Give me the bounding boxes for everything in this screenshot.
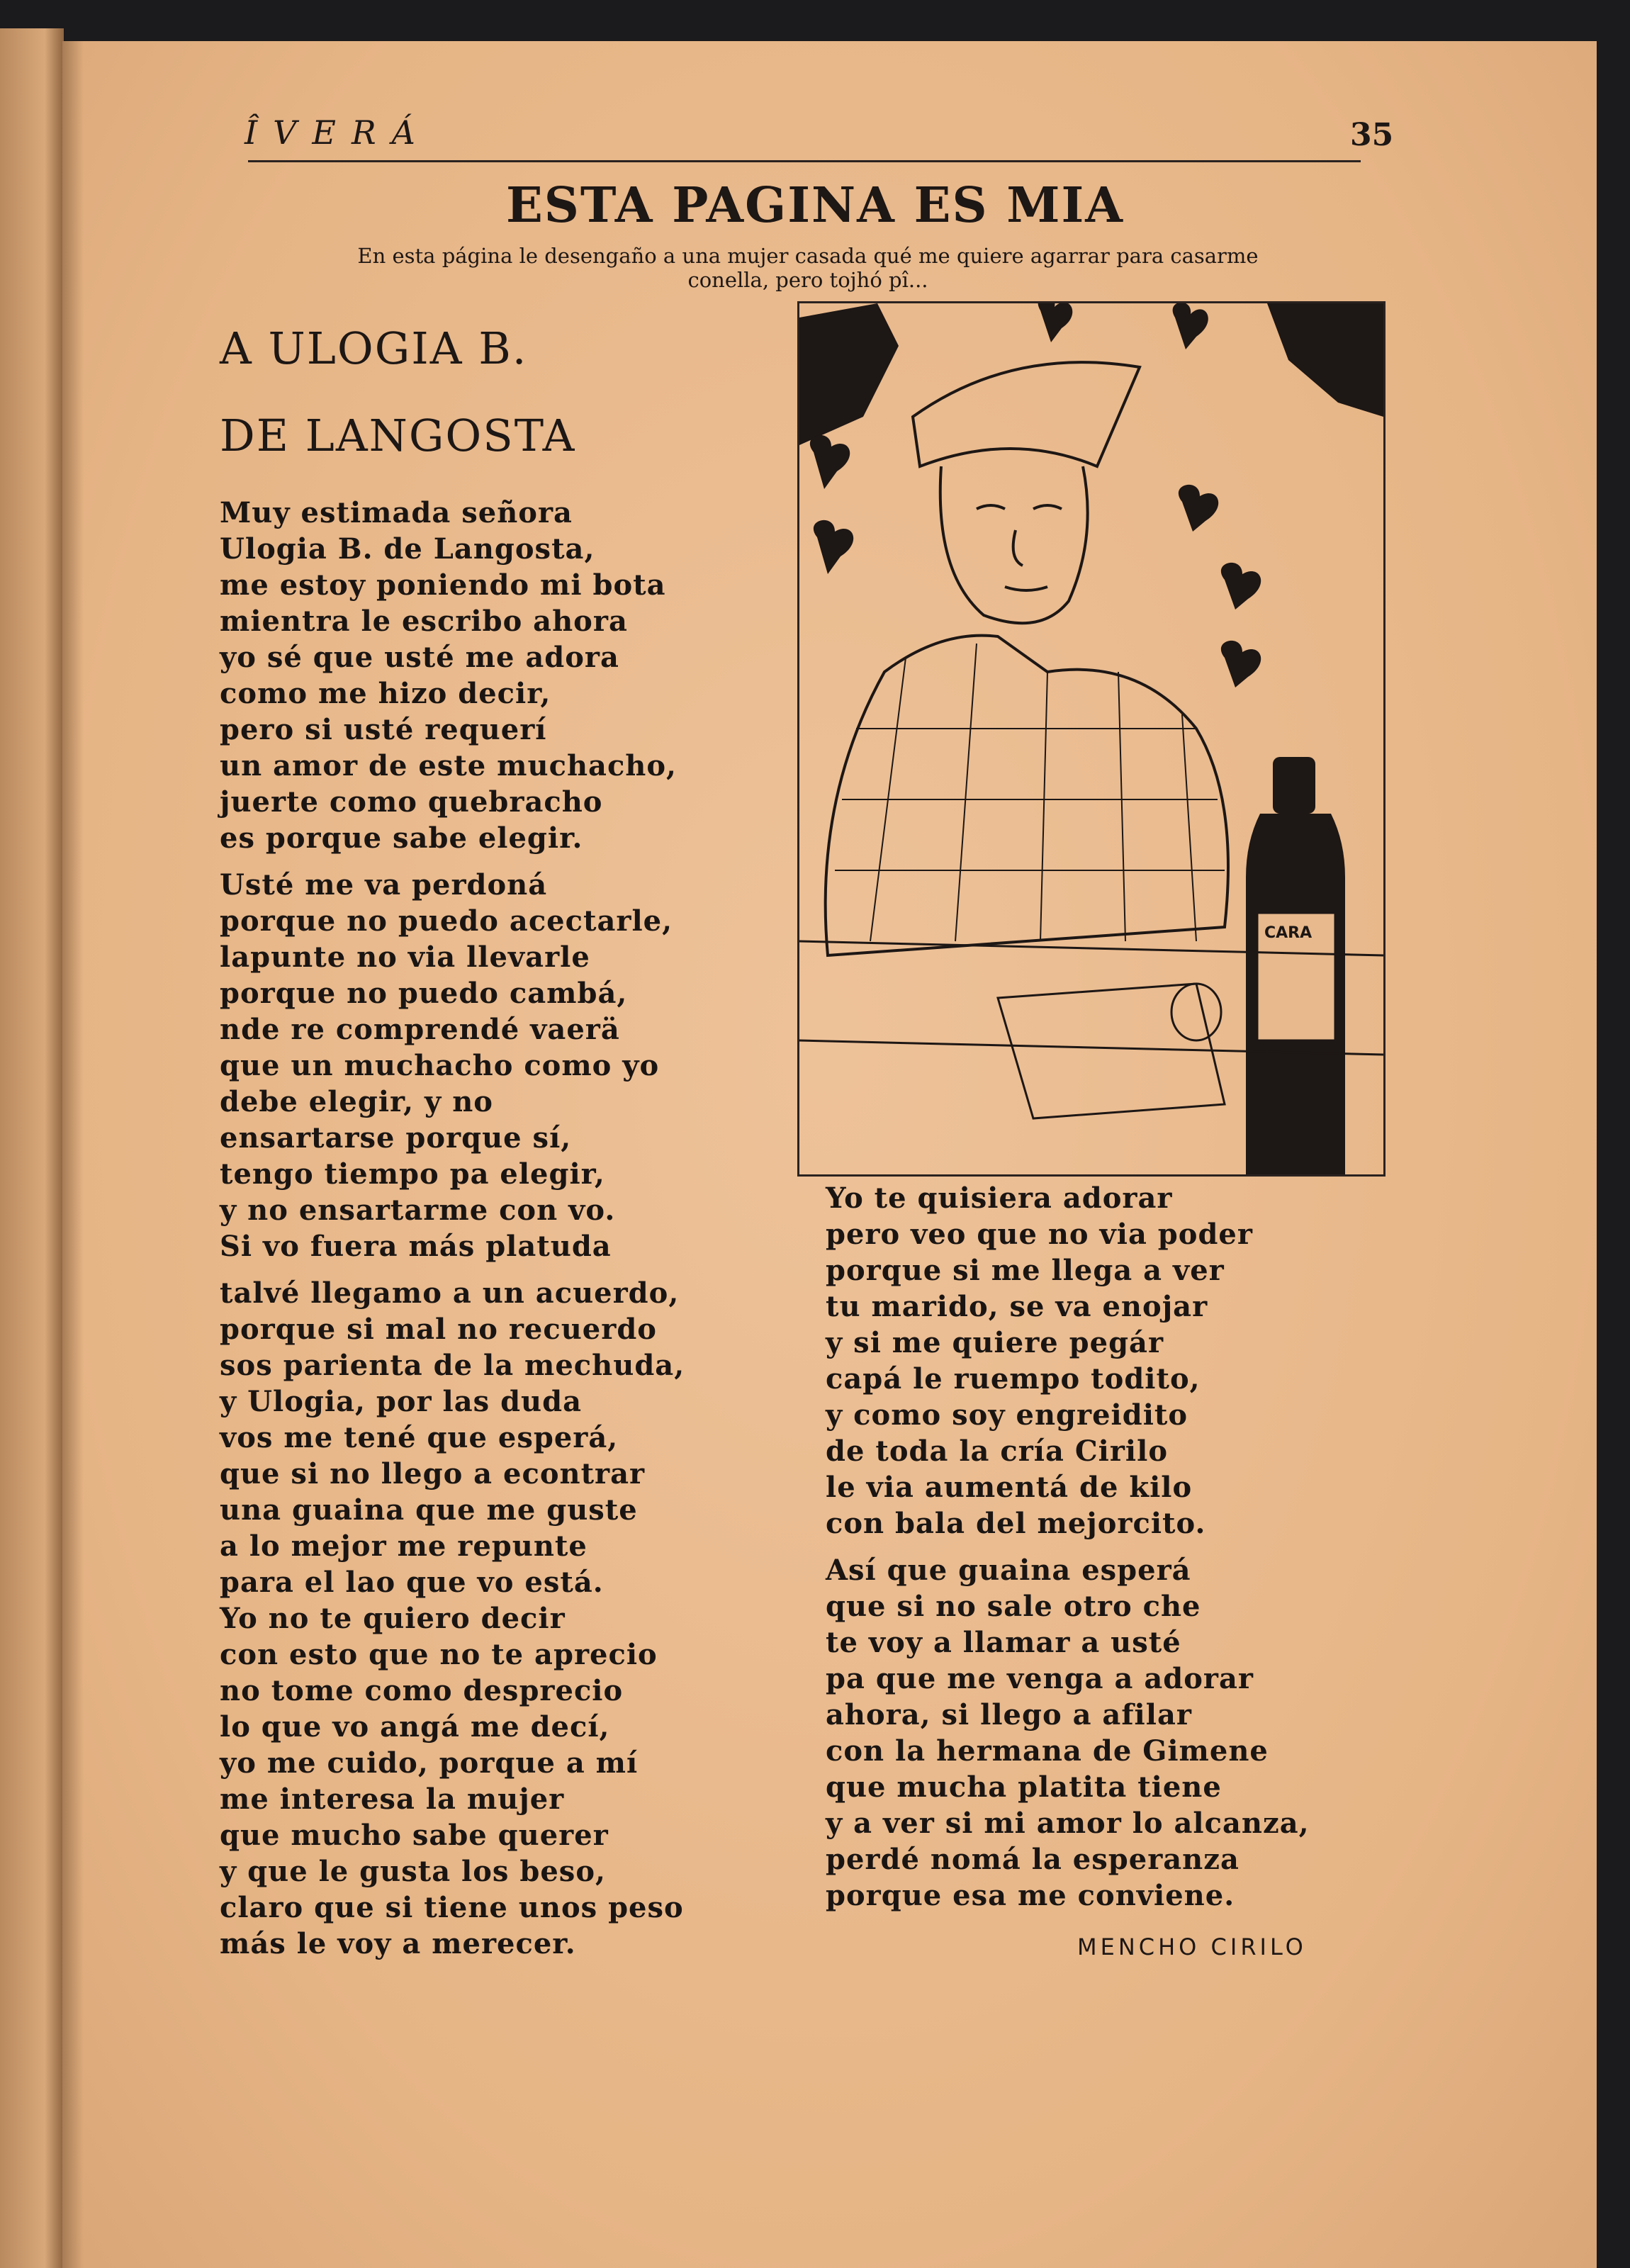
illustration: [797, 301, 1386, 1177]
verse-line: pero si usté requerí: [220, 713, 547, 746]
verse-line: Yo te quisiera adorar: [826, 1181, 1173, 1215]
bottle-label: CARA: [1264, 924, 1313, 942]
heart-icon: [814, 520, 853, 574]
bandana-hat: [913, 362, 1140, 466]
verse-line: con bala del mejorcito.: [826, 1507, 1206, 1540]
poncho: [826, 636, 1228, 955]
verse-line: y Ulogia, por las duda: [220, 1385, 583, 1418]
addressee-surname: DE LANGOSTA: [220, 410, 576, 461]
verse-line: y a ver si mi amor lo alcanza,: [826, 1807, 1310, 1840]
verse-line: yo sé que usté me adora: [220, 641, 619, 674]
verse-line: ahora, si llego a afilar: [826, 1698, 1192, 1731]
poem-left-column: [220, 495, 685, 1972]
verse-line: que un muchacho como yo: [220, 1049, 660, 1082]
facing-page-edge: [0, 28, 64, 2268]
page-fold-shadow: [62, 41, 84, 2268]
verse-line: yo me cuido, porque a mí: [220, 1746, 639, 1780]
verse-line: pa que me venga a adorar: [826, 1662, 1254, 1695]
verse-line: le via aumentá de kilo: [826, 1471, 1193, 1504]
verse-line: no tome como desprecio: [220, 1674, 624, 1707]
verse-line: con esto que no te aprecio: [220, 1638, 658, 1671]
stanza: [220, 867, 685, 1264]
poem-right-column: [826, 1180, 1310, 1924]
subtitle: [234, 244, 1382, 292]
heart-icon: [1038, 303, 1073, 342]
verse-line: una guaina que me guste: [220, 1493, 638, 1527]
verse-line: mientra le escribo ahora: [220, 605, 628, 638]
verse-line: Así que guaina esperá: [826, 1554, 1191, 1587]
verse-line: que si no sale otro che: [826, 1590, 1201, 1623]
heart-icon: [1179, 485, 1218, 532]
subtitle-line: En esta página le desengaño a una mujer casada qué me quiere agarrar para casarme: [357, 244, 1259, 268]
verse-line: perdé nomá la esperanza: [826, 1843, 1240, 1876]
heart-icon: [810, 435, 850, 489]
verse-line: Ulogia B. de Langosta,: [220, 532, 595, 566]
verse-line: tengo tiempo pa elegir,: [220, 1157, 605, 1191]
man-with-bottle-drawing: [799, 303, 1383, 1174]
verse-line: Yo no te quiero decir: [220, 1602, 566, 1635]
verse-line: porque no puedo cambá,: [220, 977, 628, 1010]
verse-line: y si me quiere pegár: [826, 1326, 1164, 1359]
verse-line: porque no puedo acectarle,: [220, 904, 673, 938]
header-rule: [248, 160, 1361, 162]
verse-line: vos me tené que esperá,: [220, 1421, 619, 1454]
stanza: [220, 1275, 685, 1962]
verse-line: de toda la cría Cirilo: [826, 1435, 1168, 1468]
verse-line: Muy estimada señora: [220, 496, 573, 529]
verse-line: un amor de este muchacho,: [220, 749, 677, 782]
verse-line: es porque sabe elegir.: [220, 821, 583, 855]
verse-line: Usté me va perdoná: [220, 868, 548, 902]
verse-line: debe elegir, y no: [220, 1085, 493, 1118]
verse-line: a lo mejor me repunte: [220, 1529, 588, 1563]
page-title: ESTA PAGINA ES MIA: [505, 177, 1125, 234]
verse-line: para el lao que vo está.: [220, 1566, 604, 1599]
verse-line: como me hizo decir,: [220, 677, 551, 710]
author-signature: MENCHO CIRILO: [1077, 1933, 1307, 1960]
stanza: [826, 1552, 1310, 1914]
verse-line: nde re comprendé vaerä: [220, 1013, 620, 1046]
paper-sheet: [998, 984, 1225, 1118]
bottle-neck: [1273, 757, 1315, 814]
verse-line: y que le gusta los beso,: [220, 1855, 606, 1888]
ink-corner: [799, 303, 899, 445]
stanza: [826, 1180, 1310, 1542]
heart-icon: [1221, 641, 1261, 687]
verse-line: porque si mal no recuerdo: [220, 1313, 657, 1346]
verse-line: que mucha platita tiene: [826, 1770, 1222, 1804]
verse-line: porque si me llega a ver: [826, 1254, 1225, 1287]
glass: [1171, 984, 1221, 1040]
verse-line: me interesa la mujer: [220, 1783, 565, 1816]
verse-line: Si vo fuera más platuda: [220, 1230, 612, 1263]
verse-line: sos parienta de la mechuda,: [220, 1349, 685, 1382]
heart-icon: [1173, 303, 1208, 349]
stanza: [220, 495, 685, 856]
verse-line: talvé llegamo a un acuerdo,: [220, 1276, 680, 1310]
verse-line: me estoy poniendo mi bota: [220, 568, 666, 602]
verse-line: y no ensartarme con vo.: [220, 1194, 616, 1227]
verse-line: capá le ruempo todito,: [826, 1362, 1201, 1396]
verse-line: ensartarse porque sí,: [220, 1121, 572, 1155]
ink-corner: [1267, 303, 1383, 417]
verse-line: lapunte no via llevarle: [220, 941, 590, 974]
verse-line: te voy a llamar a usté: [826, 1626, 1181, 1659]
verse-line: lo que vo angá me decí,: [220, 1710, 610, 1744]
verse-line: tu marido, se va enojar: [826, 1290, 1208, 1323]
verse-line: y como soy engreidito: [826, 1398, 1188, 1432]
verse-line: más le voy a merecer.: [220, 1927, 576, 1960]
verse-line: con la hermana de Gimene: [826, 1734, 1269, 1768]
verse-line: pero veo que no via poder: [826, 1218, 1253, 1251]
page-number: 35: [1350, 117, 1394, 153]
verse-line: porque esa me conviene.: [826, 1879, 1235, 1912]
verse-line: que si no llego a econtrar: [220, 1457, 646, 1491]
addressee-name: A ULOGIA B.: [220, 322, 528, 374]
verse-line: que mucho sabe querer: [220, 1819, 609, 1852]
heart-icon: [1221, 563, 1261, 610]
subtitle-line: conella, pero tojhó pî...: [687, 268, 928, 292]
verse-line: juerte como quebracho: [220, 785, 603, 819]
verse-line: claro que si tiene unos peso: [220, 1891, 684, 1924]
magazine-name: ÎVERÁ: [244, 113, 431, 152]
